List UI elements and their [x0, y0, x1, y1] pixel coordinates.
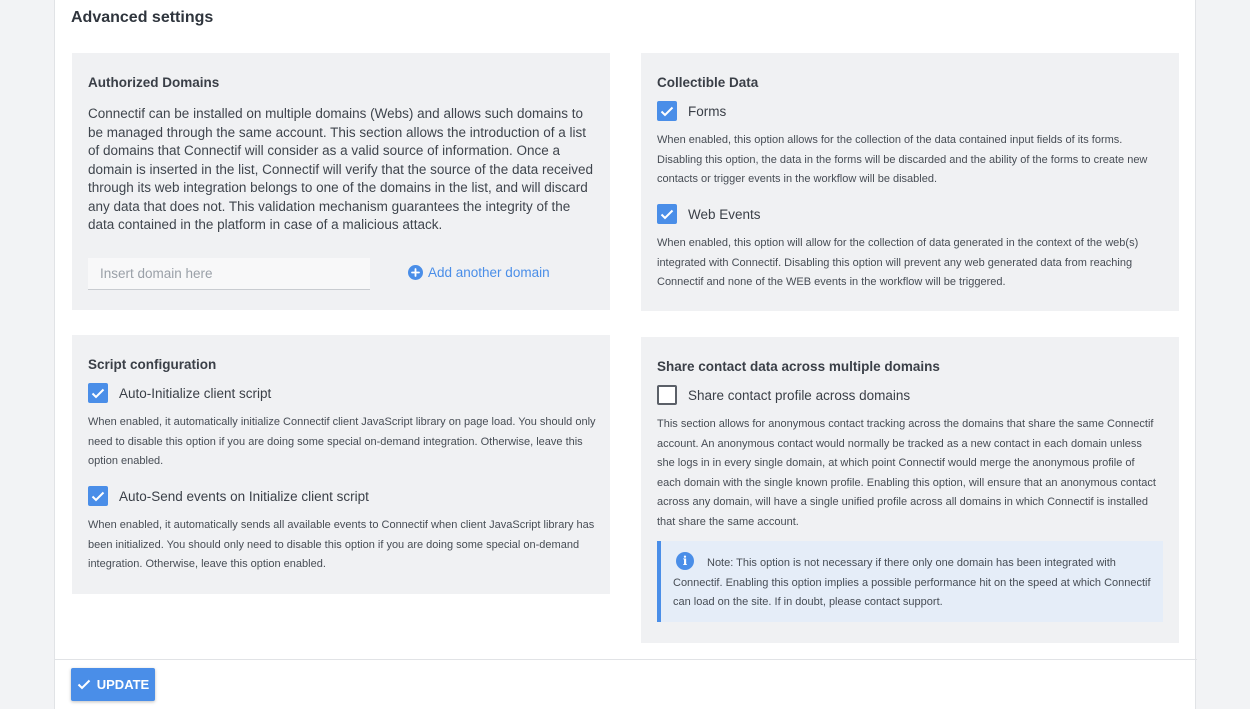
- add-domain-button[interactable]: [408, 265, 550, 280]
- check-icon: [91, 388, 105, 399]
- forms-checkbox[interactable]: [657, 101, 677, 121]
- collectible-data-panel: [641, 53, 1179, 311]
- share-contact-title: Share contact data across multiple domains: [657, 359, 940, 374]
- page-title: Advanced settings: [71, 9, 214, 26]
- share-contact-description: This section allows for anonymous contact tracking across the domains that share the same Connectif account. An anonymous contact would normally be tracked as a new contact in each domain unless she logs in in every single domain, at which point Connectif would merge the anonymous profile of each domain with the single known profile. Enabling this option, will ensure that an anonymous contact across any domain, will have a single unified profile across all domains in which Connectif is installed that share the same account.: [657, 418, 1156, 528]
- auto-send-checkbox-row[interactable]: [88, 486, 369, 506]
- update-label: UPDATE: [96, 677, 150, 692]
- footer-divider: [55, 659, 1197, 660]
- share-profile-checkbox[interactable]: [657, 385, 677, 405]
- advanced-settings-card: [54, 0, 1196, 709]
- plus-circle-icon: [408, 265, 423, 280]
- update-button[interactable]: [71, 668, 155, 701]
- share-profile-checkbox-row[interactable]: [657, 385, 910, 405]
- forms-description: When enabled, this option allows for the collection of the data contained input fields of its forms. Disabling this option, the data in the forms will be discarded and the ability of the forms to create new contacts or trigger events in the workflow will be disabled.: [657, 134, 1148, 185]
- domain-input[interactable]: [88, 258, 370, 290]
- auto-send-checkbox[interactable]: [88, 486, 108, 506]
- script-configuration-panel: [72, 335, 610, 594]
- web-events-checkbox[interactable]: [657, 204, 677, 224]
- check-icon: [660, 209, 674, 220]
- forms-label: Forms: [688, 103, 727, 119]
- check-icon: [77, 679, 91, 690]
- script-configuration-title: Script configuration: [88, 357, 217, 372]
- check-icon: [91, 491, 105, 502]
- auto-send-description: When enabled, it automatically sends all available events to Connectif when client JavaScript library has been initialized. You should only need to disable this option if you are doing some special on-demand integration. Otherwise, leave this option enabled.: [88, 519, 595, 570]
- auto-initialize-checkbox[interactable]: [88, 383, 108, 403]
- authorized-domains-title: Authorized Domains: [88, 75, 220, 90]
- forms-checkbox-row[interactable]: [657, 101, 726, 121]
- auto-initialize-checkbox-row[interactable]: [88, 383, 271, 403]
- web-events-description: When enabled, this option will allow for the collection of data generated in the context of the web(s) integrated with Connectif. Disabling this option will prevent any web generated data from reaching Connectif and none of the WEB events in the workflow will be triggered.: [657, 237, 1139, 288]
- web-events-label: Web Events: [688, 206, 761, 222]
- web-events-checkbox-row[interactable]: [657, 204, 761, 224]
- check-icon: [660, 106, 674, 117]
- auto-send-label: Auto-Send events on Initialize client script: [119, 488, 369, 504]
- authorized-domains-description: Connectif can be installed on multiple domains (Webs) and allows such domains to be managed through the same account. This section allows the introduction of a list of domains that Connectif will consider as a valid source of information. Once a domain is inserted in the list, Connectif will verify that the source of the data received through its web integration belongs to one of the domains in the list, and will discard any data that does not. This validation mechanism guarantees the integrity of the data contained in the platform in case of a malicious attack.: [88, 106, 594, 232]
- info-note-text: Note: This option is not necessary if there only one domain has been integrated with Connectif. Enabling this option implies a possible performance hit on the speed at which Connectif can load on the site. If in doubt, please contact support.: [673, 557, 1151, 608]
- auto-initialize-description: When enabled, it automatically initialize Connectif client JavaScript library on page load. You should only need to disable this option if you are doing some special on-demand integration. Otherwise, leave this option enabled.: [88, 416, 596, 467]
- share-contact-panel: [641, 337, 1179, 643]
- auto-initialize-label: Auto-Initialize client script: [119, 385, 272, 401]
- add-domain-label: Add another domain: [428, 265, 550, 280]
- info-note: [657, 541, 1163, 622]
- share-profile-label: Share contact profile across domains: [688, 387, 911, 403]
- authorized-domains-panel: [72, 53, 610, 310]
- info-icon: i: [676, 552, 694, 570]
- collectible-data-title: Collectible Data: [657, 75, 759, 90]
